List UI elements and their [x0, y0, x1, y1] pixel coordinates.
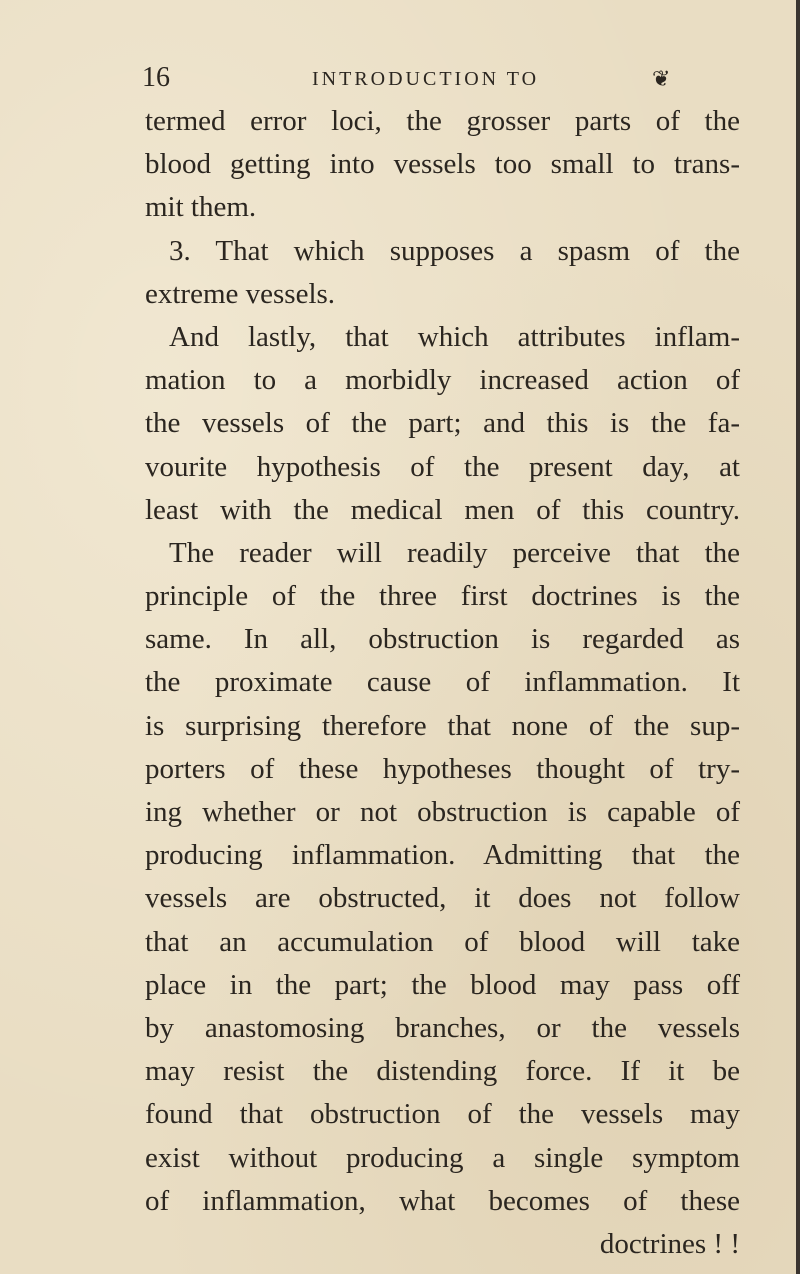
text-line: found that obstruction of the vessels may — [145, 1098, 740, 1131]
text-line: by anastomosing branches, or the vessels — [145, 1011, 740, 1044]
text-line: extreme vessels. — [145, 277, 336, 310]
page-number: 16 — [142, 62, 170, 93]
text-line: ing whether or not obstruction is capable of — [145, 796, 740, 828]
text-line: porters of these hypotheses thought of try- — [145, 752, 740, 785]
text-line: The reader will readily perceive that the — [169, 536, 740, 569]
text-line: may resist the distending force. If it be — [145, 1055, 740, 1088]
text-line: vessels are obstructed, it does not follow — [145, 882, 740, 915]
text-line: is surprising therefore that none of the sup- — [145, 709, 740, 742]
text-line: of inflammation, what becomes of these — [145, 1184, 740, 1217]
text-line: least with the medical men of this country. — [145, 493, 740, 526]
text-line: blood getting into vessels too small to trans- — [145, 148, 740, 181]
text-line: producing inflammation. Admitting that the — [145, 839, 740, 872]
text-line: And lastly, that which attributes inflam- — [169, 320, 740, 353]
fleuron-icon: ❦ — [652, 67, 671, 92]
body-text — [145, 100, 740, 1266]
text-line: vourite hypothesis of the present day, at — [145, 450, 740, 483]
text-line: the proximate cause of inflammation. It — [145, 666, 740, 699]
text-line: place in the part; the blood may pass off — [145, 968, 740, 1001]
text-line: the vessels of the part; and this is the fa- — [145, 407, 740, 440]
text-line: exist without producing a single symptom — [145, 1141, 740, 1174]
text-line: 3. That which supposes a spasm of the — [169, 234, 740, 267]
text-line: same. In all, obstruction is regarded as — [145, 623, 740, 656]
running-title: INTRODUCTION TO — [312, 68, 540, 90]
running-header — [142, 62, 671, 94]
text-line: that an accumulation of blood will take — [145, 925, 740, 958]
text-line: principle of the three first doctrines is the — [145, 580, 740, 613]
text-line: termed error loci, the grosser parts of the — [145, 105, 740, 137]
text-line: mation to a morbidly increased action of — [145, 364, 740, 397]
text-line: doctrines ! ! — [599, 1227, 740, 1260]
text-line: mit them. — [145, 191, 257, 224]
page-edge-shadow — [796, 0, 800, 1274]
